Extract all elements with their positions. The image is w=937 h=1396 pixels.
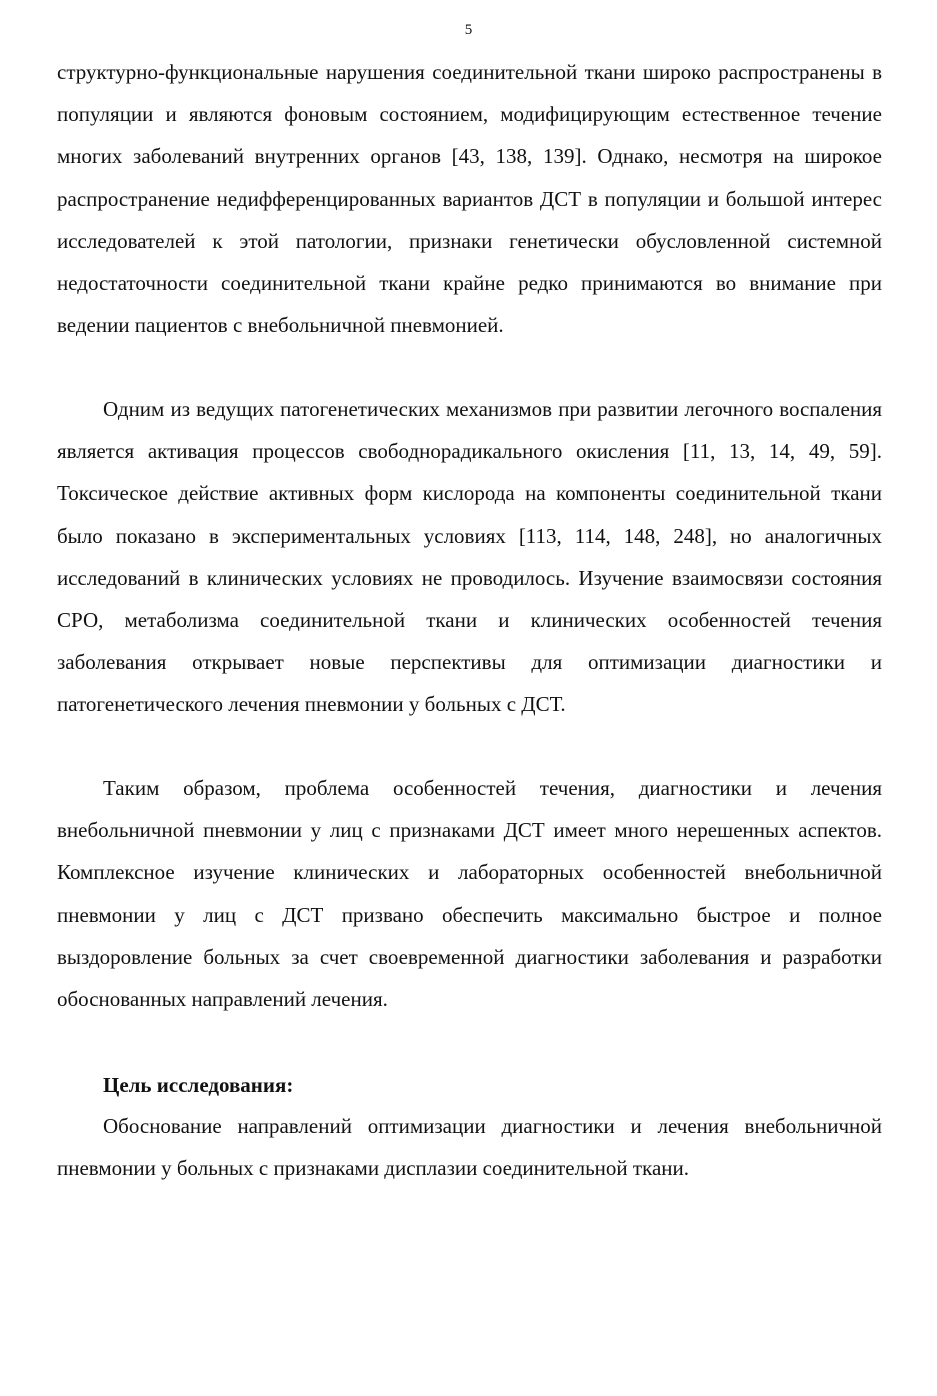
- paragraph-pathogenesis: Одним из ведущих патогенетических механизмов при развитии легочного воспаления является активация процессов свободнорадикального окисления [11, 13, 14, 49, 59]. Токсическое действие активных форм кислорода на компоненты соединительной ткани было показано в экспериментальных условиях [113, 114, 148, 248], но аналогичных исследований в клинических условиях не проводилось. Изучение взаимосвязи состояния СРО, метаболизма соединительной ткани и клинических особенностей течения заболевания открывает новые перспективы для оптимизации диагностики и патогенетического лечения пневмонии у больных с ДСТ.: [57, 397, 882, 717]
- paragraph-intro: структурно-функциональные нарушения соединительной ткани широко распространены в популяции и являются фоновым состоянием, модифицирующим естественное течение многих заболеваний внутренних органов [43, 138, 139]. Однако, несмотря на широкое распространение недифференцированных вариантов ДСТ в популяции и большой интерес исследователей к этой патологии, признаки генетически обусловленной системной недостаточности соединительной ткани крайне редко принимаются во внимание при ведении пациентов с внебольничной пневмонией.: [57, 60, 882, 338]
- section-heading: Цель исследования:: [103, 1073, 294, 1097]
- paragraph-research-goal: Обоснование направлений оптимизации диагностики и лечения внебольничной пневмонии у больных с признаками дисплазии соединительной ткани.: [57, 1114, 882, 1181]
- page-number: 5: [464, 22, 473, 38]
- paragraph-conclusion: Таким образом, проблема особенностей течения, диагностики и лечения внебольничной пневмонии у лиц с признаками ДСТ имеет много нерешенных аспектов. Комплексное изучение клинических и лабораторных особенностей внебольничной пневмонии у лиц с ДСТ призвано обеспечить максимально быстрое и полное выздоровление больных за счет своевременной диагностики заболевания и разработки обоснованных направлений лечения.: [57, 776, 882, 1012]
